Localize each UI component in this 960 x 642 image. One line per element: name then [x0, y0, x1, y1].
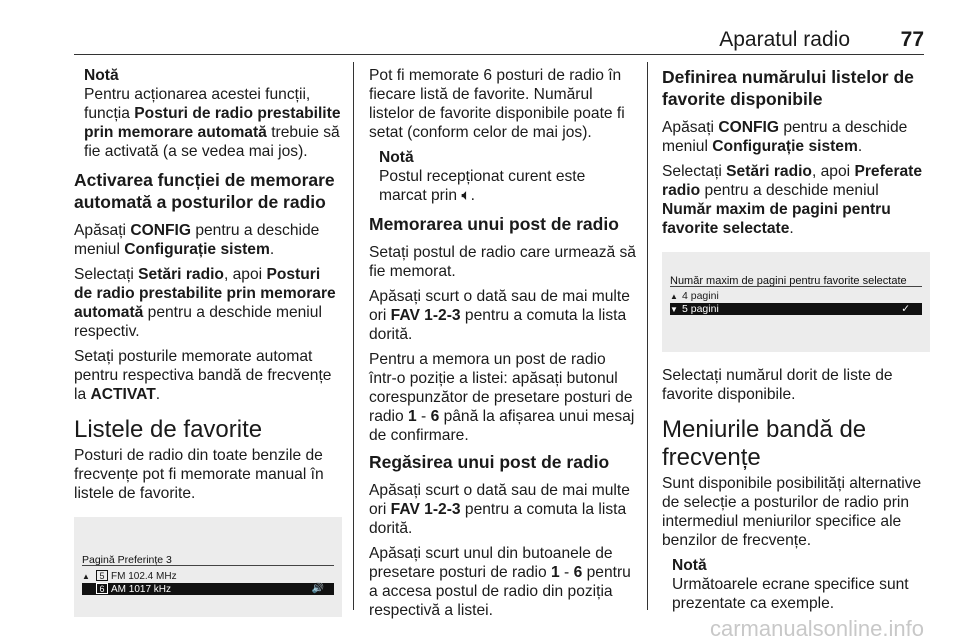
screen-row	[670, 290, 922, 302]
column-divider	[647, 62, 648, 610]
note-heading: Notă	[84, 67, 119, 84]
note-block	[662, 556, 930, 613]
preset-number: 6	[96, 583, 108, 594]
screen-title: Pagină Preferințe 3	[82, 554, 172, 566]
screen-row-selected	[670, 303, 922, 315]
option-label: 4 pagini	[682, 290, 719, 302]
station-label: AM 1017 kHz	[111, 584, 172, 595]
up-arrow-icon: ▲	[670, 292, 678, 301]
heading-definire: Definirea numărului listelor de favorite disponibile	[662, 67, 914, 109]
column-2	[369, 66, 637, 626]
heading-regasire: Regăsirea unui post de radio	[369, 452, 610, 472]
column-1	[74, 66, 342, 631]
screen-rule	[82, 565, 334, 566]
paragraph: Pot fi memorate 6 posturi de radio în fiecare listă de favorite. Numărul listelor de favorite disponibile poate fi setat (conform celor de mai jos).	[369, 67, 625, 141]
paragraph: Sunt disponibile posibilități alternative de selecție a posturilor de radio prin intermediul meniurilor specifice ale benzilor de frecvențe.	[662, 475, 922, 549]
heading-meniuri: Meniurile bandă de frecvențe	[662, 416, 867, 471]
section-title: Aparatul radio	[719, 28, 850, 51]
note-heading: Notă	[672, 557, 707, 574]
paragraph: Apăsați CONFIG pentru a deschide meniul Configurație sistem.	[662, 119, 908, 155]
favorites-screen-image	[74, 517, 342, 617]
heading-favorite: Listele de favorite	[74, 416, 263, 443]
note-block	[369, 148, 637, 205]
note-heading: Notă	[379, 149, 414, 166]
paragraph: Selectați Setări radio, apoi Posturi de radio prestabilite prin memorare automată pentru a deschide meniul respectiv.	[74, 266, 336, 340]
paragraph: Apăsați scurt unul din butoanele de presetare posturi de radio 1 - 6 pentru a accesa postul de radio din poziția respectivă a listei.	[369, 545, 631, 619]
paragraph: Setați posturile memorate automat pentru respectiva bandă de frecvențe la ACTIVAT.	[74, 348, 332, 403]
option-label: 5 pagini	[682, 303, 719, 315]
paragraph: Apăsați scurt o dată sau de mai multe ori FAV 1-2-3 pentru a comuta la lista dorită.	[369, 482, 630, 537]
checkmark-icon: ✓	[901, 303, 910, 315]
paragraph: Apăsați CONFIG pentru a deschide meniul Configurație sistem.	[74, 222, 320, 258]
note-block	[74, 66, 342, 161]
station-label: FM 102.4 MHz	[111, 571, 177, 582]
paragraph: Setați postul de radio care urmează să fie memorat.	[369, 244, 636, 280]
preset-number: 5	[96, 570, 108, 581]
screen-rule	[670, 286, 922, 287]
page-number: 77	[900, 28, 924, 51]
paragraph: Selectați numărul dorit de liste de favorite disponibile.	[662, 367, 893, 403]
screen-title: Număr maxim de pagini pentru favorite selectate	[670, 275, 907, 287]
column-divider	[353, 62, 354, 610]
heading-activare: Activarea funcției de memorare automată a posturilor de radio	[74, 170, 335, 212]
max-pages-screen-image	[662, 252, 930, 352]
note-text: Postul recepționat curent este marcat prin 🔈︎.	[379, 168, 586, 204]
speaker-icon: 🔊	[311, 583, 324, 594]
column-3	[662, 66, 930, 621]
up-arrow-icon: ▲	[82, 572, 90, 581]
note-text: trebuie să fie activată (a se vedea mai jos).	[84, 124, 340, 160]
paragraph: Pentru a memora un post de radio într-o poziție a listei: apăsați butonul corespunzător de presetare posturi de radio 1 - 6 până la afișarea unui mesaj de confirmare.	[369, 351, 635, 444]
watermark: carmanualsonline.info	[709, 616, 924, 641]
note-term: Posturi de radio prestabilite prin memorare automată	[84, 105, 341, 141]
page-header	[0, 26, 960, 56]
paragraph: Apăsați scurt o dată sau de mai multe ori FAV 1-2-3 pentru a comuta la lista dorită.	[369, 288, 630, 343]
down-arrow-icon: ▼	[670, 305, 678, 314]
heading-memorare: Memorarea unui post de radio	[369, 214, 619, 234]
paragraph: Selectați Setări radio, apoi Preferate radio pentru a deschide meniul Număr maxim de pagini pentru favorite selectate.	[662, 163, 923, 237]
paragraph: Posturi de radio din toate benzile de frecvențe pot fi memorate manual în listele de favorite.	[74, 447, 324, 502]
screen-row-selected	[82, 583, 334, 595]
note-text: Următoarele ecrane specifice sunt prezentate ca exemple.	[672, 576, 909, 612]
header-rule	[74, 54, 924, 55]
note-text: Pentru acționarea acestei funcții, funcția	[84, 86, 311, 122]
screen-row	[82, 570, 334, 582]
